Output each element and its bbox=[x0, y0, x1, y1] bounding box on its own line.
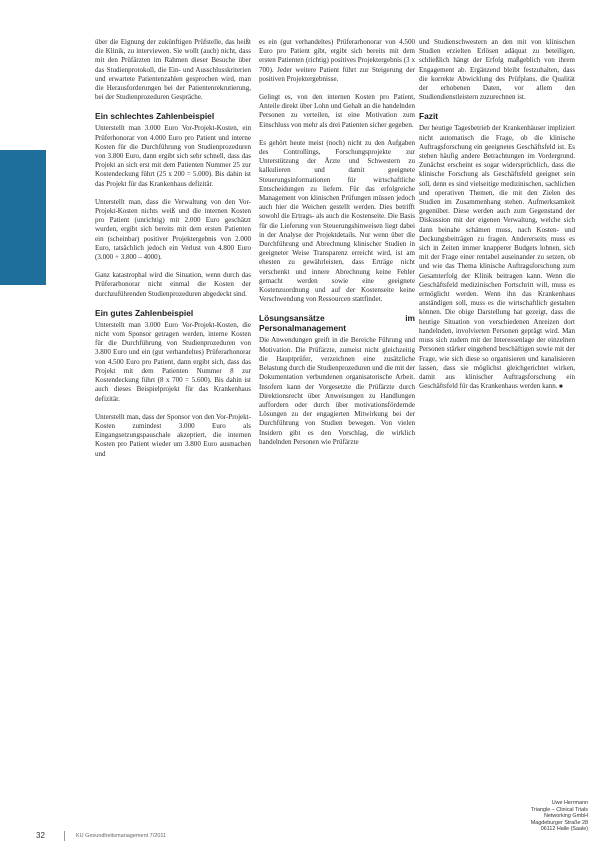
author-street: Magdeburger Straße 28 bbox=[530, 819, 588, 826]
paragraph: und Studienschwestern an den mit von klinischen Studien erzielten Erlösen adäquat zu beteiligen, schließlich hängt der Erfolg maßgeblich von ihrem Engagement ab. Ergänzend bleibt festzuhalten, dass die korrekte Abwicklung des Prüfplans, die Qualität der erhobenen Daten, vor allem den Studiendienstleistern zuzurechnen ist. bbox=[419, 38, 575, 102]
footer-publication-title: KU Gesundheitsmanagement 7/2011 bbox=[76, 833, 167, 839]
paragraph: Es gehört heute meist (noch) nicht zu den Aufgaben des Controllings, Forschungsprojekte zur Unterstützung der Ärzte und Schwestern zu kalkulieren und damit geeignete Steuerungsinformationen für wirtschaftliche Entscheidungen zu liefern. Für das erfolgreiche Management von klinischen Prüfungen müssen jedoch auch hier die Weichen gestellt werden. Dies betrifft sowohl die Ertrags- als auch die Kostenseite. Die Basis für die Lieferung von Steuerungshinweisen liegt dabei in der Analyse der Projektdetails. Nur wenn über die Durchführung und Abrechnung klinischer Studien in geeigneter Weise Transparenz erreicht wird, ist am ehesten zu gewährleisten, dass Erträge nicht verschenkt und innere Abrechnung keine Fehler gemacht werden sowie eine geeignete Kostenzuordnung und auf der Kostenseite keine Verschwendung von Ressourcen stattfindet. bbox=[259, 138, 415, 304]
section-heading: Lösungsansätze im Personalmanagement bbox=[259, 313, 415, 334]
article-end-mark: ■ bbox=[557, 384, 563, 391]
text-column-3 bbox=[419, 38, 575, 808]
text-column-2 bbox=[259, 38, 415, 838]
paragraph: Unterstellt man, dass die Verwaltung von den Vor-Projekt-Kosten nichts weiß und die internen Kosten pro Patient (unrichtig) mit 2.000 Euro geschätzt wurden, ergibt sich bereits mit dem ersten Patienten ein (scheinbar) positiver Projektergebnis von 2.000 Euro, tatsächlich jedoch ein Verlust von 4.800 Euro (3.000 + 3.800 – 4000). bbox=[95, 197, 251, 262]
paragraph: Der heutige Tagesbetrieb der Krankenhäuser impliziert nicht automatisch die Frage, ob die klinische Auftragsforschung ein geeignetes Geschäftsfeld ist. Es stehen häufig andere Betrachtungen im Vordergrund. Zunächst erscheint es sogar widersprüchlich, dass die klinische Forschung als Geschäftsfeld geeignet sein soll, denn es sind vielseitige medizinischen, sachlichen und operativen Themen, die mit den Zielen des Studien im Zusammenhang stehen. Aufmerksamkeit gegenüber. Diese werden auch zum Gegenstand der Diskussion mit der eigenen Verwaltung, welche sich dann beinahe schämen muss, nach Kosten- und Deckungsbeiträgen zu fragen. Andererseits muss es sich in Zeiten immer knapperer Budgets lohnen, sich mit der Frage einer rentabel auseinander zu setzen, ob und wie das Thema klinische Auftragsforschung zum Gesamterfolg der Klinik beitragen kann. Wenn die Geschäftsfeld medizinischen Fortschritt will, muss es ermöglicht werden. Wenn ihn das Krankenhaus anständigen soll, muss es die wirtschaftlich gestalten können. Die obige Darstellung hat gezeigt, dass die heutige Situation von verschiedenen Anreizen dort handelnden, involvierten Personen geprägt wird. Man muss sich zudem mit der Interessenlage der einzelnen Personen stärker eingehend beschäftigen sowie mit der Frage, wie sich diese so organisieren und kanalisieren lassen, dass sie möglichst gleichgerichtet wirken, damit aus klinischer Auftragsforschung ein Geschäftsfeld für das Krankenhaus werden kann. ■ bbox=[419, 124, 575, 391]
paragraph: Unterstellt man 3.000 Euro Vor-Projekt-Kosten, ein Prüferhonorar von 4.000 Euro pro Patient und interne Kosten für die Durchführung von Studienprozeduren von 3.800 Euro, dann ergibt sich sehr schnell, dass das Projekt an sich erst mit dem Patienten Nummer 25 zur Kostendeckung führt (25 x 200 = 5.000). Bis dahin ist das Projekt für das Krankenhaus defizitär. bbox=[95, 124, 251, 188]
footer-divider bbox=[64, 831, 65, 841]
section-label: UNIKLINIKEN bbox=[14, 315, 32, 419]
section-sidebar-bar bbox=[0, 150, 46, 419]
section-heading: Ein gutes Zahlenbeispiel bbox=[95, 307, 194, 318]
paragraph: Die Anwendungen greift in die Bereiche Führung und Motivation. Die Prüfärzte, zumeist nicht gleichzeitig die Hauptprüfer, verzeichnen eine zusätzliche Belastung durch die Studienprozeduren und die mit der Dokumentation verbundenen organisatorische Arbeit. Insofern kann der Vorgesetzte die Prüfärzte durch Direktionsrecht über Anweisungen zu Handlungen auffordern oder durch über motivationsfördernde Lösungen zu der engagierten Mitwirkung bei der Durchführung von Studien bewegen. Von vielen Insidern gibt es den Vorschlag, die wirklich handelnden Personen wie Prüfärzte bbox=[259, 336, 415, 446]
paragraph: Ganz katastrophal wird die Situation, wenn durch das Prüferarhonorar nicht einmal die Kosten der durchzuführenden Studienprozeduren abgedeckt sind. bbox=[95, 271, 251, 298]
author-name: Uwe Herrmann bbox=[551, 800, 588, 806]
section-heading: Ein schlechtes Zahlenbeispiel bbox=[95, 111, 215, 122]
paragraph: Unterstellt man 3.000 Euro Vor-Projekt-Kosten, die nicht vom Sponsor getragen werden, interne Kosten für die Durchführung von Studienprozeduren von 3.800 Euro und ein (gut verhandeltes) Prüferarhonorar von 4.500 Euro pro Patient, dann ergibt sich, dass das Projekt mit dem Patienten Nummer 8 zur Kostendeckung führt (8 x 700 = 5.600). Bis dahin ist auch dieses Beispielprojekt für das Krankenhaus defizitär. bbox=[95, 320, 251, 403]
page-number: 32 bbox=[36, 831, 45, 840]
paragraph: über die Eignung der zukünftigen Prüfstelle, das heißt die Klinik, zu interviewen. Sie wollt (auch) nicht, dass mit den Prüfärzten im Rahmen dieser Besuche über das Studienprotokoll, die Ein- und Ausschlusskriterien und erwartete Patientenzahlen gesprochen wird, man die Herausforderungen bei der Patientenrekrutierung, bei der Studienprozeduren Gespräche. bbox=[95, 38, 251, 102]
author-company: Triangle – Clinical Trials bbox=[530, 806, 588, 813]
paragraph: es ein (gut verhandeltes) Prüferarhonorar von 4.500 Euro pro Patient gibt, ergibt sich bereits mit dem ersten Patienten (richtig) positives Projektergebnis (3 x 700). Jeder weitere Patient führt zur Steigerung der positiven Projektergebnisse. bbox=[259, 38, 415, 83]
author-company-suffix: Networking GmbH bbox=[543, 813, 588, 819]
author-info bbox=[488, 800, 588, 833]
section-heading: Fazit bbox=[419, 111, 439, 122]
text-column-1 bbox=[95, 38, 251, 838]
paragraph: Gelingt es, von den internen Kosten pro Patient, Anteile direkt über Lohn und Gehalt an die handelnden Personen zu verteilen, ist eine Motivation zum Einschluss von mehr als drei Patienten sicher gegeben. bbox=[259, 93, 415, 129]
paragraph: Unterstellt man, dass der Sponsor von den Vor-Projekt-Kosten zumindest 3.000 Euro als Eingangsetzungspauschale akzeptiert, die internen Kosten pro Patient wieder um 3.800 Euro ausmachen und bbox=[95, 412, 251, 458]
author-city: 06112 Halle (Saale) bbox=[540, 826, 588, 832]
